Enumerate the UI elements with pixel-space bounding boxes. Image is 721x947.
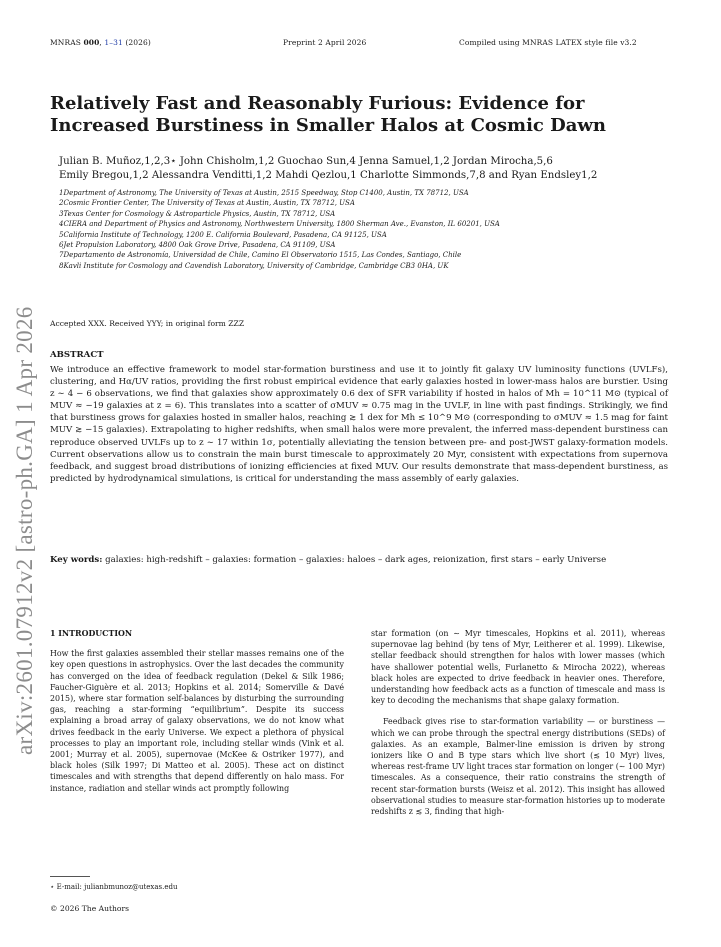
preprint-date: Preprint 2 April 2026	[283, 38, 367, 47]
affiliation: 5California Institute of Technology, 1200 E. California Boulevard, Pasadena, CA 91125, USA	[59, 230, 387, 239]
title-line-1: Relatively Fast and Reasonably Furious: Evidence for	[50, 93, 585, 114]
affiliation: 6Jet Propulsion Laboratory, 4800 Oak Grove Drive, Pasadena, CA 91109, USA	[59, 241, 336, 250]
authors-line-2: Emily Bregou,1,2 Alessandra Venditti,1,2 Mahdi Qezlou,1 Charlotte Simmonds,7,8 and Ryan Endsley1,2	[59, 169, 598, 181]
intro-paragraph-2: star formation (on ∼ Myr timescales, Hopkins et al. 2011), whereas supernovae lag behind (by tens of Myr, Leitherer et al. 1999). Likewise, stellar feedback should strengthen for halos with lower masses (which have shallower potential wells, Furlanetto & Mirocha 2022), whereas black holes are expected to drive feedback in heavier ones. Therefore, understanding how feedback acts as a function of timescale and mass is key to decoding the mechanisms that shape galaxy formation.	[371, 629, 665, 706]
intro-paragraph-3: Feedback gives rise to star-formation variability — or burstiness — which we can probe through the spectral energy distributions (SEDs) of galaxies. As an example, Balmer-line emission is driven by strong ionizers like O and B type stars which live short (≲ 10 Myr) lives, whereas rest-frame UV light traces star formation on longer (∼ 100 Myr) timescales. As a consequence, their ratio constrains the strength of recent star-formation bursts (Weisz et al. 2012). This insight has allowed observational studies to measure star-formation histories up to moderate redshifts z ≲ 3, finding that high-	[371, 717, 665, 817]
running-header-journal: MNRAS 000, 1–31 (2026)	[50, 38, 151, 47]
abstract-heading: ABSTRACT	[50, 350, 104, 360]
compiled-note: Compiled using MNRAS LATEX style file v3.2	[459, 38, 637, 47]
received-line: Accepted XXX. Received YYY; in original form ZZZ	[50, 319, 245, 328]
intro-paragraph-1: How the first galaxies assembled their stellar masses remains one of the key open questions in astrophysics. Over the last decades the community has converged on the idea of feedback regulation (Dekel & Silk 1986; Faucher-Giguère et al. 2013; Hopkins et al. 2014; Somerville & Davé 2015), where star formation self-balances by disturbing the surrounding gas, reaching a star-forming “equilibrium”. Despite its success explaining a broad array of galaxy observations, we do not know what drives feedback in the early Universe. We expect a plethora of physical processes to play an important role, including stellar winds (Vink et al. 2001; Murray et al. 2005), supernovae (McKee & Ostriker 1977), and black holes (Silk 1997; Di Matteo et al. 2005). These act on distinct timescales and with strengths that depend differently on halo mass. For instance, radiation and stellar winds act promptly following	[50, 649, 344, 793]
corresponding-author-email: ⋆ E-mail: julianbmunoz@utexas.edu	[50, 883, 178, 891]
keywords-label: Key words:	[50, 555, 103, 565]
affiliation: 4CIERA and Department of Physics and Astronomy, Northwestern University, 1800 Sherman Ave., Evanston, IL 60201, USA	[59, 220, 500, 229]
keywords-text: galaxies: high-redshift – galaxies: formation – galaxies: haloes – dark ages, reionization, first stars – early Universe	[105, 555, 607, 565]
affiliation: 3Texas Center for Cosmology & Astroparticle Physics, Austin, TX 78712, USA	[59, 209, 336, 218]
copyright-notice: © 2026 The Authors	[50, 904, 130, 913]
authors-line-1: Julian B. Muñoz,1,2,3⋆ John Chisholm,1,2 Guochao Sun,4 Jenna Samuel,1,2 Jordan Mirocha,5,6	[59, 156, 553, 167]
paper-title	[50, 93, 670, 137]
author-list	[59, 155, 699, 182]
title-line-2: Increased Burstiness in Smaller Halos at Cosmic Dawn	[50, 115, 607, 136]
affiliation: 1Department of Astronomy, The University of Texas at Austin, 2515 Speedway, Stop C1400, Austin, TX 78712, USA	[59, 189, 469, 197]
affiliation: 8Kavli Institute for Cosmology and Cavendish Laboratory, University of Cambridge, Cambridge CB3 0HA, UK	[59, 261, 449, 270]
arxiv-identifier-watermark: arXiv:2601.07912v2 [astro-ph.GA] 1 Apr 2026	[12, 306, 37, 755]
abstract-text: We introduce an effective framework to model star-formation burstiness and use it to jointly fit galaxy UV luminosity functions (UVLFs), clustering, and Hα/UV ratios, providing the first robust empirical evidence that early galaxies hosted in lower-mass halos are burstier. Using z ∼ 4 − 6 observations, we find that galaxies show approximately 0.6 dex of SFR variability if hosted in halos of Mh = 10^11 M⊙ (typical of MUV ≈ −19 galaxies at z = 6). This translates into a scatter of σMUV ≈ 0.75 mag in the UVLF, in line with past findings. Strikingly, we find that burstiness grows for galaxies hosted in smaller halos, reaching ≳ 1 dex for Mh ≤ 10^9 M⊙ (corresponding to σMUV ≈ 1.5 mag for faint MUV ≳ −15 galaxies). Extrapolating to higher redshifts, when small halos were more prevalent, the inferred mass-dependent burstiness can reproduce observed UVLFs up to z ∼ 17 within 1σ, potentially alleviating the tension between pre- and post-JWST galaxy-formation models. Current observations allow us to constrain the main burst timescale to approximately 20 Myr, consistent with expectations from supernova feedback, and suggest broad distributions of ionizing efficiencies at fixed MUV. Our results demonstrate that mass-dependent burstiness, as predicted by hydrodynamical simulations, is critical for understanding the mass assembly of early galaxies.	[50, 365, 668, 484]
footnote-divider	[50, 876, 90, 877]
affiliations	[59, 188, 699, 271]
page-range-link[interactable]: 1–31	[104, 38, 123, 47]
intro-right-column	[371, 628, 665, 817]
affiliation: 2Cosmic Frontier Center, The University of Texas at Austin, Austin, TX 78712, USA	[59, 199, 355, 208]
section-heading: 1 INTRODUCTION	[50, 629, 133, 638]
affiliation: 7Departamento de Astronomía, Universidad de Chile, Camino El Observatorio 1515, Las Condes, Santiago, Chile	[59, 251, 462, 260]
intro-left-column	[50, 628, 344, 794]
keywords	[50, 554, 668, 566]
